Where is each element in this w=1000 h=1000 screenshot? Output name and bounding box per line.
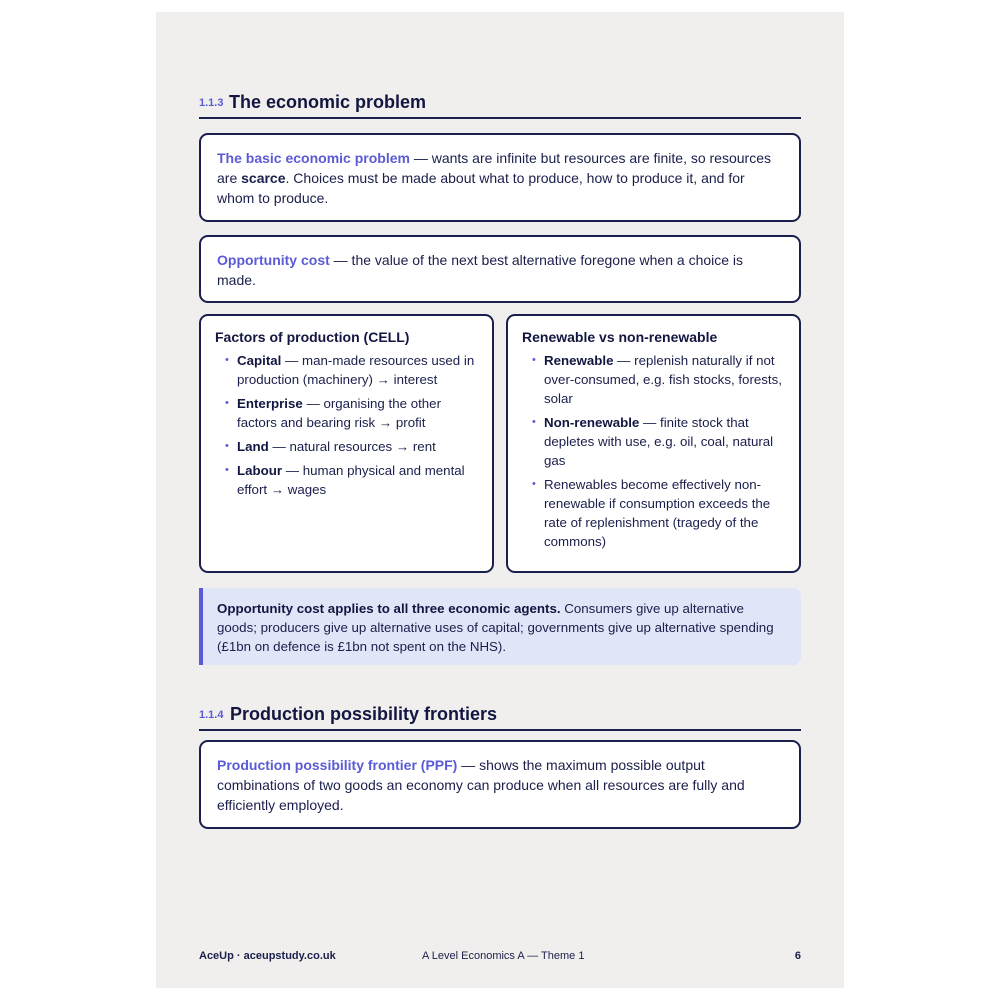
renewable-resources-card (506, 314, 801, 573)
callout-text: Consumers give up alternative goods; producers give up alternative uses of capital; governments give up alternative spending (£1bn on defence is £1bn not spent on the NHS). (217, 601, 774, 654)
list-item (223, 394, 478, 432)
list-item (223, 351, 478, 389)
renewable-list (522, 351, 785, 551)
list-item-text: — replenish naturally if not over-consumed, e.g. fish stocks, forests, solar (544, 353, 782, 406)
definition-term: The basic economic problem (217, 150, 410, 166)
list-item-term: Capital (237, 353, 282, 368)
card-heading: Renewable vs non-renewable (522, 329, 718, 345)
list-item-term: Enterprise (237, 396, 303, 411)
bullet-icon: • (532, 354, 536, 366)
list-item (530, 475, 785, 551)
definition-emphasis: scarce (241, 170, 286, 186)
list-item (223, 461, 478, 499)
bullet-icon: • (225, 464, 229, 476)
section-title: Production possibility frontiers (230, 704, 498, 724)
section-number: 1.1.4 (199, 709, 224, 721)
bullet-icon: • (532, 478, 536, 490)
definition-text-continued: . Choices must be made about what to produce, how to produce it, and for whom to produce. (217, 170, 745, 206)
list-item-term: Renewable (544, 353, 614, 368)
list-item-text: — organising the other factors and bearing risk → profit (237, 396, 442, 430)
page-number: 6 (794, 950, 801, 962)
definition-text: — wants are infinite but resources are finite, so resources are (217, 150, 771, 186)
list-item (530, 413, 785, 470)
definition-text: — the value of the next best alternative foregone when a choice is made. (217, 252, 744, 288)
section-header-ppf (199, 702, 801, 731)
section-number: 1.1.3 (199, 97, 224, 109)
definition-card-ppf (199, 740, 801, 829)
document-page (156, 12, 844, 988)
card-heading: Factors of production (CELL) (215, 329, 410, 345)
list-item-text: — human physical and mental effort → wages (237, 463, 465, 497)
list-item-text: — finite stock that depletes with use, e.g. oil, coal, natural gas (544, 415, 774, 468)
definition-term: Production possibility frontier (PPF) (217, 757, 458, 773)
list-item-term: Non-renewable (544, 415, 640, 430)
bullet-icon: • (225, 397, 229, 409)
definition-term: Opportunity cost (217, 252, 330, 268)
bullet-icon: • (532, 416, 536, 428)
list-item-text: Renewables become effectively non-renewable if consumption exceeds the rate of replenishment (tragedy of the commons) (544, 477, 771, 549)
footer-brand: AceUp · aceupstudy.co.uk (199, 950, 336, 962)
callout-heading: Opportunity cost applies to all three economic agents. (217, 601, 561, 616)
section-header-economic-problem (199, 90, 801, 119)
definition-text: — shows the maximum possible output combinations of two goods an economy can produce when all resources are fully and efficiently employed. (217, 757, 745, 813)
footer-course: A Level Economics A — Theme 1 (422, 950, 585, 962)
list-item-term: Land (237, 439, 269, 454)
bullet-icon: • (225, 354, 229, 366)
callout-opportunity-cost-agents (199, 588, 801, 665)
factors-list (215, 351, 478, 499)
section-title: The economic problem (229, 92, 427, 112)
bullet-icon: • (225, 440, 229, 452)
definition-card-basic-economic-problem (199, 133, 801, 222)
list-item-term: Labour (237, 463, 283, 478)
factors-of-production-card (199, 314, 494, 573)
list-item (223, 437, 478, 456)
list-item-text: — natural resources → rent (268, 439, 436, 454)
list-item (530, 351, 785, 408)
definition-card-opportunity-cost (199, 235, 801, 303)
list-item-text: — man-made resources used in production (machinery) → interest (237, 353, 475, 387)
